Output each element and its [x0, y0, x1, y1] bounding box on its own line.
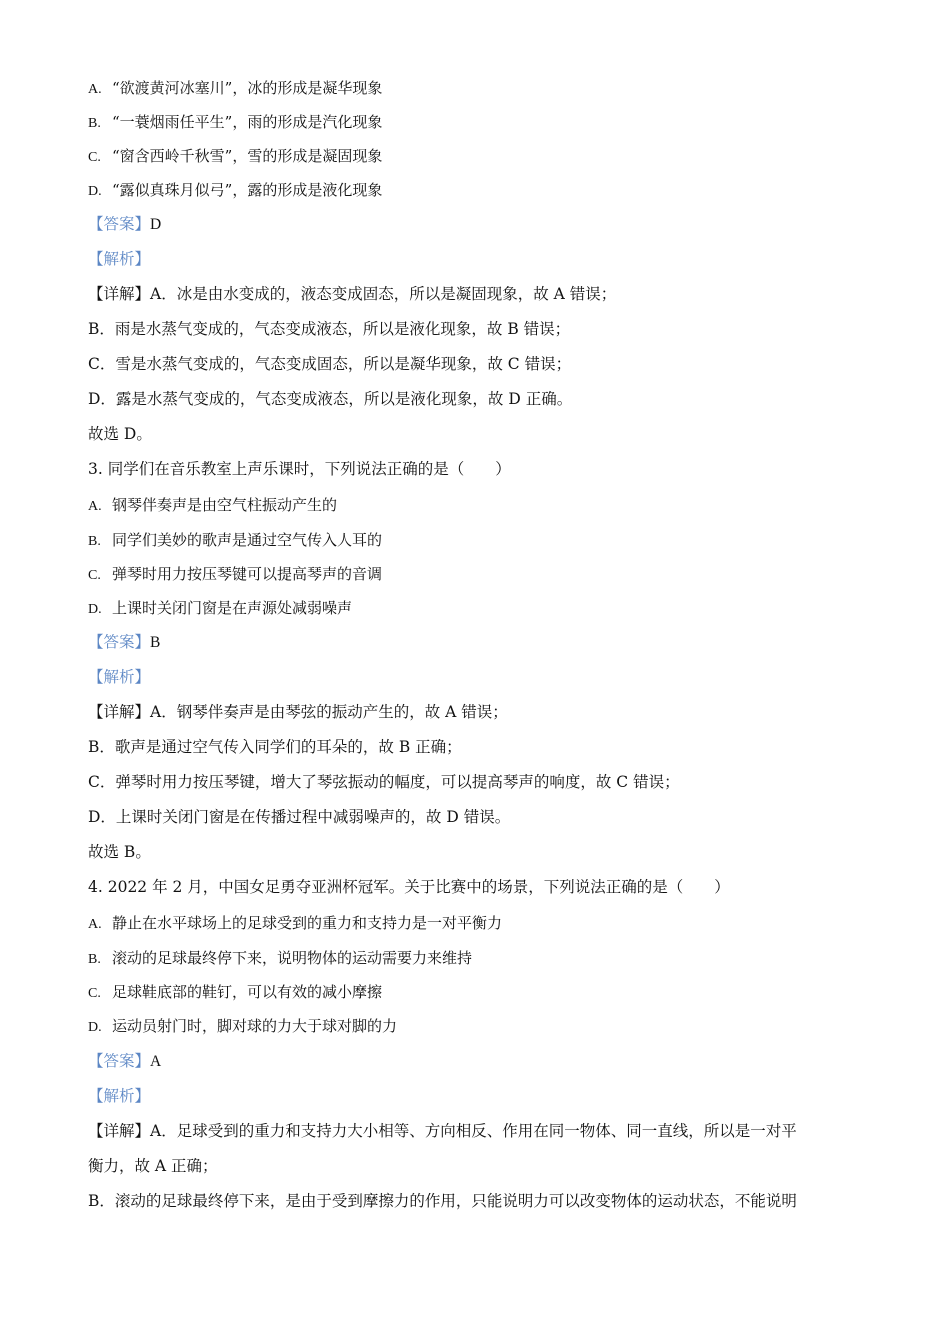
option-text: “窗含西岭千秋雪”，雪的形成是凝固现象 — [112, 147, 383, 165]
option-letter: A. — [88, 82, 102, 97]
detail-tag: 【详解】 — [88, 1122, 151, 1140]
option-letter: D. — [88, 184, 102, 199]
q3-option-c — [88, 564, 382, 586]
q2-detail-b: B．雨是水蒸气变成的，气态变成液态，所以是液化现象，故 B 错误； — [88, 320, 571, 338]
option-text: 静止在水平球场上的足球受到的重力和支持力是一对平衡力 — [112, 914, 503, 932]
option-letter: A. — [88, 917, 102, 932]
q3-detail-b: B．歌声是通过空气传入同学们的耳朵的，故 B 正确； — [88, 738, 462, 756]
option-letter: C. — [88, 568, 101, 583]
option-text: 运动员射门时，脚对球的力大于球对脚的力 — [112, 1017, 398, 1035]
q2-detail-a — [88, 284, 616, 304]
analysis-tag: 【解析】 — [88, 668, 151, 686]
answer-value: B — [150, 634, 161, 651]
q2-option-a — [88, 78, 382, 100]
answer-tag: 【答案】 — [88, 633, 151, 651]
detail-tag: 【详解】 — [88, 703, 151, 721]
option-letter: A. — [88, 499, 102, 514]
q2-answer — [88, 214, 161, 235]
option-letter: C. — [88, 150, 101, 165]
q3-option-a — [88, 495, 337, 517]
detail-text: A．冰是由水变成的，液态变成固态，所以是凝固现象，故 A 错误； — [150, 285, 617, 303]
answer-value: A — [150, 1053, 162, 1070]
q2-option-c — [88, 146, 382, 168]
q4-option-c — [88, 982, 382, 1004]
answer-value: D — [150, 216, 162, 233]
detail-text: A．足球受到的重力和支持力大小相等、方向相反、作用在同一物体、同一直线，所以是一对平 — [150, 1122, 797, 1140]
option-text: 弹琴时用力按压琴键可以提高琴声的音调 — [112, 565, 383, 583]
q3-conclusion: 故选 B。 — [88, 843, 151, 861]
q3-stem: 3. 同学们在音乐教室上声乐课时，下列说法正确的是（ ） — [88, 460, 511, 478]
answer-tag: 【答案】 — [88, 215, 151, 233]
option-letter: D. — [88, 1020, 102, 1035]
option-letter: B. — [88, 534, 101, 549]
q2-option-b — [88, 112, 382, 134]
q4-option-b — [88, 948, 472, 970]
option-text: 同学们美妙的歌声是通过空气传入人耳的 — [112, 531, 383, 549]
q2-conclusion: 故选 D。 — [88, 425, 152, 443]
option-text: 钢琴伴奏声是由空气柱振动产生的 — [112, 496, 338, 514]
q2-detail-d: D．露是水蒸气变成的，气态变成液态，所以是液化现象，故 D 正确。 — [88, 390, 573, 408]
q4-detail-a — [88, 1121, 797, 1141]
q2-option-d — [88, 180, 382, 202]
q3-analysis-heading — [88, 667, 150, 687]
q3-detail-a — [88, 702, 508, 722]
q3-answer — [88, 632, 160, 653]
q2-detail-c: C．雪是水蒸气变成的，气态变成固态，所以是凝华现象，故 C 错误； — [88, 355, 572, 373]
option-text: 足球鞋底部的鞋钉，可以有效的减小摩擦 — [112, 983, 383, 1001]
q4-detail-b: B．滚动的足球最终停下来，是由于受到摩擦力的作用，只能说明力可以改变物体的运动状态，不能说明 — [88, 1192, 797, 1210]
option-text: “露似真珠月似弓”，露的形成是液化现象 — [112, 181, 383, 199]
option-text: 上课时关闭门窗是在声源处减弱噪声 — [112, 599, 353, 617]
option-text: “一蓑烟雨任平生”，雨的形成是汽化现象 — [112, 113, 383, 131]
q3-option-d — [88, 598, 352, 620]
option-letter: B. — [88, 116, 101, 131]
q4-stem: 4. 2022 年 2 月，中国女足勇夺亚洲杯冠军。关于比赛中的场景，下列说法正确的是（ ） — [88, 878, 730, 896]
detail-tag: 【详解】 — [88, 285, 151, 303]
analysis-tag: 【解析】 — [88, 1087, 151, 1105]
q4-option-d — [88, 1016, 397, 1038]
q4-detail-a-cont: 衡力，故 A 正确； — [88, 1157, 218, 1175]
option-text: 滚动的足球最终停下来，说明物体的运动需要力来维持 — [112, 949, 473, 967]
answer-tag: 【答案】 — [88, 1052, 151, 1070]
q3-detail-d: D．上课时关闭门窗是在传播过程中减弱噪声的，故 D 错误。 — [88, 808, 511, 826]
analysis-tag: 【解析】 — [88, 250, 151, 268]
option-letter: C. — [88, 986, 101, 1001]
q3-detail-c: C．弹琴时用力按压琴键，增大了琴弦振动的幅度，可以提高琴声的响度，故 C 错误； — [88, 773, 680, 791]
q3-option-b — [88, 530, 382, 552]
option-text: “欲渡黄河冰塞川”，冰的形成是凝华现象 — [112, 79, 383, 97]
q4-option-a — [88, 913, 502, 935]
q4-analysis-heading — [88, 1086, 150, 1106]
q4-answer — [88, 1051, 161, 1072]
detail-text: A．钢琴伴奏声是由琴弦的振动产生的，故 A 错误； — [150, 703, 508, 721]
option-letter: B. — [88, 952, 101, 967]
q2-analysis-heading — [88, 249, 150, 269]
option-letter: D. — [88, 602, 102, 617]
